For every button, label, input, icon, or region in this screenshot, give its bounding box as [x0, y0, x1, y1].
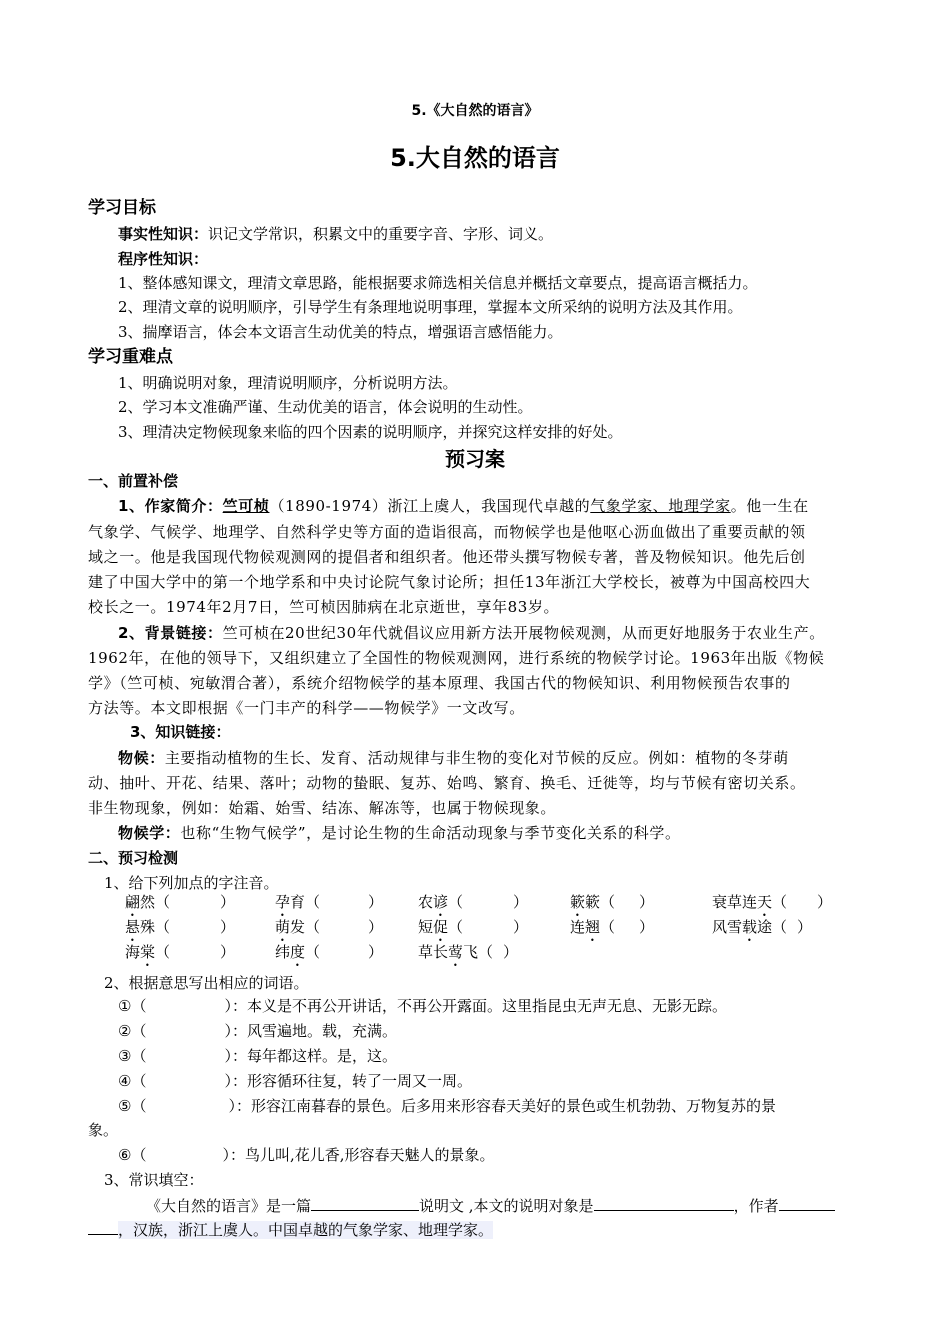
- definition-number: ⑤（: [118, 1097, 147, 1115]
- document-main-title: 5.大自然的语言: [390, 144, 560, 172]
- pinyin-item: [570, 892, 654, 920]
- pinyin-word-prefix: 短: [418, 918, 434, 936]
- author-intro-line-3: 域之一。他是我国现代物候观测网的提倡者和组织者。他还带头撰写物候专著，普及物候知识。他先后创: [88, 548, 806, 566]
- author-intro-line-2: 气象学、气候学、地理学、自然科学史等方面的造诣很高，而物候学也是他呕心沥血做出了重要贡献的领: [88, 523, 806, 541]
- key-point-3: 3、理清决定物候现象来临的四个因素的说明顺序，并探究这样安排的好处。: [118, 423, 623, 441]
- pinyin-close-paren: ）: [639, 918, 655, 936]
- blank-author-a[interactable]: [779, 1195, 835, 1211]
- fill-text-d: ，汉族，浙江上虞人。中国卓越的气象学家、地理学家。: [118, 1221, 494, 1239]
- author-name: 竺可桢: [222, 497, 270, 515]
- wuhouxue-text: 也称“生物气候学”，是讨论生物的生命活动现象与季节变化关系的科学。: [180, 824, 681, 842]
- definition-item: [118, 1071, 472, 1091]
- pinyin-close-paren: ）: [817, 893, 833, 911]
- factual-knowledge: [118, 224, 553, 244]
- definition-item: [118, 996, 727, 1016]
- blank-author-b[interactable]: [88, 1219, 118, 1235]
- wuhou-line-3: 非生物现象，例如：始霜、始雪、结冻、解冻等，也属于物候现象。: [88, 799, 557, 817]
- author-intro-line-1: [118, 496, 809, 516]
- pinyin-close-paren: ）: [639, 893, 655, 911]
- background-line-3: 学》（竺可桢、宛敏渭合著），系统介绍物候学的基本原理、我国古代的物候知识、利用物候预告农事的: [88, 674, 791, 692]
- blank-type[interactable]: [311, 1195, 419, 1211]
- pinyin-dotted-char: 度: [290, 943, 306, 961]
- goals-heading: 学习目标: [88, 198, 156, 218]
- goal-item-1: 1、整体感知课文，理清文章思路，能根据要求筛选相关信息并概括文章要点，提高语言概括力。: [118, 274, 758, 292]
- pinyin-item: [418, 892, 528, 920]
- wuhouxue-line: [118, 823, 681, 843]
- background-line-1: [118, 623, 825, 643]
- pinyin-word-suffix: 途（: [757, 918, 788, 936]
- pinyin-close-paren: ）: [368, 893, 384, 911]
- fill-blank-line-2: [88, 1219, 493, 1240]
- pinyin-item: [275, 917, 383, 945]
- author-intro-line-4: 建了中国大学中的第一个地学系和中央讨论院气象讨论所；担任13年浙江大学校长，被尊为中国高校四大: [88, 573, 811, 591]
- pinyin-item: [570, 917, 654, 945]
- pinyin-word-suffix: 然（: [140, 893, 171, 911]
- key-points-heading: 学习重难点: [88, 347, 173, 367]
- pinyin-dotted-char: 促: [433, 918, 449, 936]
- fill-text-a: 《大自然的语言》是一篇: [146, 1197, 312, 1215]
- key-point-2: 2、学习本文准确严谨、生动优美的语言，体会说明的生动性。: [118, 398, 533, 416]
- pinyin-word-suffix: 飞（: [463, 943, 494, 961]
- definition-number: ④（: [118, 1072, 147, 1090]
- background-text-1: 竺可桢在20世纪30年代就倡议应用新方法开展物候观测，从而更好地服务于农业生产。: [222, 624, 825, 642]
- definition-text: ）：形容循环往复，转了一周又一周。: [224, 1072, 472, 1090]
- definition-number: ③（: [118, 1047, 147, 1065]
- definition-item: [118, 1046, 397, 1066]
- procedural-label: 程序性知识：: [118, 250, 209, 268]
- question-1: 1、给下列加点的字注音。: [104, 874, 279, 892]
- pinyin-word-prefix: 海: [125, 943, 141, 961]
- pinyin-dotted-char: 莺: [448, 943, 464, 961]
- author-titles: 气象学家、地理学家: [590, 497, 731, 515]
- pinyin-close-paren: ）: [797, 918, 813, 936]
- pinyin-word-suffix: 簌（: [585, 893, 616, 911]
- pinyin-word-prefix: 农: [418, 893, 434, 911]
- fill-blank-line-1: [146, 1195, 835, 1216]
- pinyin-word-suffix: （: [772, 893, 788, 911]
- blank-object[interactable]: [594, 1195, 734, 1211]
- definition-text: ）：形容江南暮春的景色。后多用来形容春天美好的景色或生机勃勃、万物复苏的景: [228, 1097, 776, 1115]
- pinyin-dotted-char: 天: [757, 893, 773, 911]
- definition-item: [118, 1096, 776, 1116]
- question-3: 3、常识填空：: [104, 1171, 204, 1189]
- fill-text-c: ，作者: [733, 1197, 779, 1215]
- goal-item-3: 3、揣摩语言，体会本文语言生动优美的特点，增强语言感悟能力。: [118, 323, 563, 341]
- pinyin-word-suffix: （: [600, 918, 616, 936]
- pinyin-word-prefix: 草长: [418, 943, 449, 961]
- pinyin-dotted-char: 悬: [125, 918, 141, 936]
- pinyin-word-prefix: 风雪: [712, 918, 743, 936]
- document-small-title: 5.《大自然的语言》: [411, 103, 539, 119]
- pinyin-close-paren: ）: [368, 943, 384, 961]
- pinyin-dotted-char: 孕: [275, 893, 291, 911]
- pinyin-item: [275, 892, 383, 920]
- pinyin-close-paren: ）: [503, 943, 519, 961]
- definition-text: ）：鸟儿叫,花儿香,形容春天魅人的景象。: [222, 1146, 495, 1164]
- definition-item: [118, 1145, 495, 1165]
- knowledge-link-label: 3、知识链接：: [130, 723, 231, 741]
- background-label: 2、背景链接：: [118, 624, 223, 642]
- section-1-heading: 一、前置补偿: [88, 472, 179, 490]
- author-intro-label: 1、作家简介：: [118, 497, 223, 515]
- author-intro-text-a: （1890-1974）浙江上虞人，我国现代卓越的: [269, 497, 591, 515]
- pinyin-dotted-char: 簌: [570, 893, 586, 911]
- definition-number: ⑥（: [118, 1146, 147, 1164]
- wuhou-text-1: 主要指动植物的生长、发育、活动规律与非生物的变化对节候的反应。例如：植物的冬芽萌: [164, 749, 789, 767]
- factual-label: 事实性知识：: [118, 225, 209, 243]
- pinyin-item: [712, 917, 812, 945]
- pinyin-item: [712, 892, 832, 920]
- goal-item-2: 2、理清文章的说明顺序，引导学生有条理地说明事理，掌握本文所采纳的说明方法及其作用。: [118, 298, 743, 316]
- pinyin-item: [125, 917, 235, 945]
- pinyin-item: [125, 942, 235, 970]
- section-2-heading: 二、预习检测: [88, 849, 179, 867]
- wuhou-line-1: [118, 748, 789, 768]
- pinyin-dotted-char: 棠: [140, 943, 156, 961]
- pinyin-dotted-char: 翩: [125, 893, 141, 911]
- pinyin-word-suffix: （: [448, 918, 464, 936]
- fill-text-b: 说明文 ,本文的说明对象是: [419, 1197, 594, 1215]
- pinyin-item: [275, 942, 383, 970]
- pinyin-close-paren: ）: [513, 918, 529, 936]
- preview-heading: 预习案: [445, 447, 505, 471]
- pinyin-item: [418, 917, 528, 945]
- pinyin-item: [125, 892, 235, 920]
- wuhou-label: 物候：: [118, 749, 165, 767]
- pinyin-close-paren: ）: [220, 943, 236, 961]
- factual-text: 识记文学常识，积累文中的重要字音、字形、词义。: [208, 225, 554, 243]
- pinyin-close-paren: ）: [513, 893, 529, 911]
- pinyin-word-prefix: 连: [570, 918, 586, 936]
- pinyin-word-suffix: （: [448, 893, 464, 911]
- pinyin-word-prefix: 纬: [275, 943, 291, 961]
- definition-text: ）：风雪遍地。载，充满。: [224, 1022, 397, 1040]
- wuhou-line-2: 动、抽叶、开花、结果、落叶；动物的蛰眠、复苏、始鸣、繁育、换毛、迁徙等，均与节候有密切关系。: [88, 774, 806, 792]
- pinyin-word-suffix: （: [155, 943, 171, 961]
- pinyin-word-suffix: 育（: [290, 893, 321, 911]
- background-line-4: 方法等。本文即根据《一门丰产的科学——物候学》一文改写。: [88, 699, 525, 717]
- pinyin-close-paren: ）: [220, 893, 236, 911]
- definition-5-continued: 象。: [88, 1121, 119, 1139]
- pinyin-dotted-char: 谚: [433, 893, 449, 911]
- author-intro-text-c: 。他一生在: [730, 497, 809, 515]
- key-point-1: 1、明确说明对象，理清说明顺序，分析说明方法。: [118, 374, 458, 392]
- definition-number: ①（: [118, 997, 147, 1015]
- pinyin-word-suffix: （: [305, 943, 321, 961]
- pinyin-word-prefix: 衰草连: [712, 893, 758, 911]
- definition-text: ）：本义是不再公开讲话，不再公开露面。这里指昆虫无声无息、无影无踪。: [224, 997, 727, 1015]
- author-intro-line-5: 校长之一。1974年2月7日，竺可桢因肺病在北京逝世，享年83岁。: [88, 598, 560, 616]
- definition-item: [118, 1021, 397, 1041]
- definition-text: ）：每年都这样。是，这。: [224, 1047, 397, 1065]
- pinyin-word-suffix: 殊（: [140, 918, 171, 936]
- background-line-2: 1962年，在他的领导下，又组织建立了全国性的物候观测网，进行系统的物候学讨论。1963年出版《物候: [88, 649, 825, 667]
- pinyin-dotted-char: 翘: [585, 918, 601, 936]
- definition-number: ②（: [118, 1022, 147, 1040]
- pinyin-close-paren: ）: [368, 918, 384, 936]
- wuhouxue-label: 物候学：: [118, 824, 181, 842]
- pinyin-item: [418, 942, 518, 970]
- pinyin-close-paren: ）: [220, 918, 236, 936]
- pinyin-dotted-char: 萌: [275, 918, 291, 936]
- question-2: 2、根据意思写出相应的词语。: [104, 974, 309, 992]
- pinyin-dotted-char: 载: [742, 918, 758, 936]
- pinyin-word-suffix: 发（: [290, 918, 321, 936]
